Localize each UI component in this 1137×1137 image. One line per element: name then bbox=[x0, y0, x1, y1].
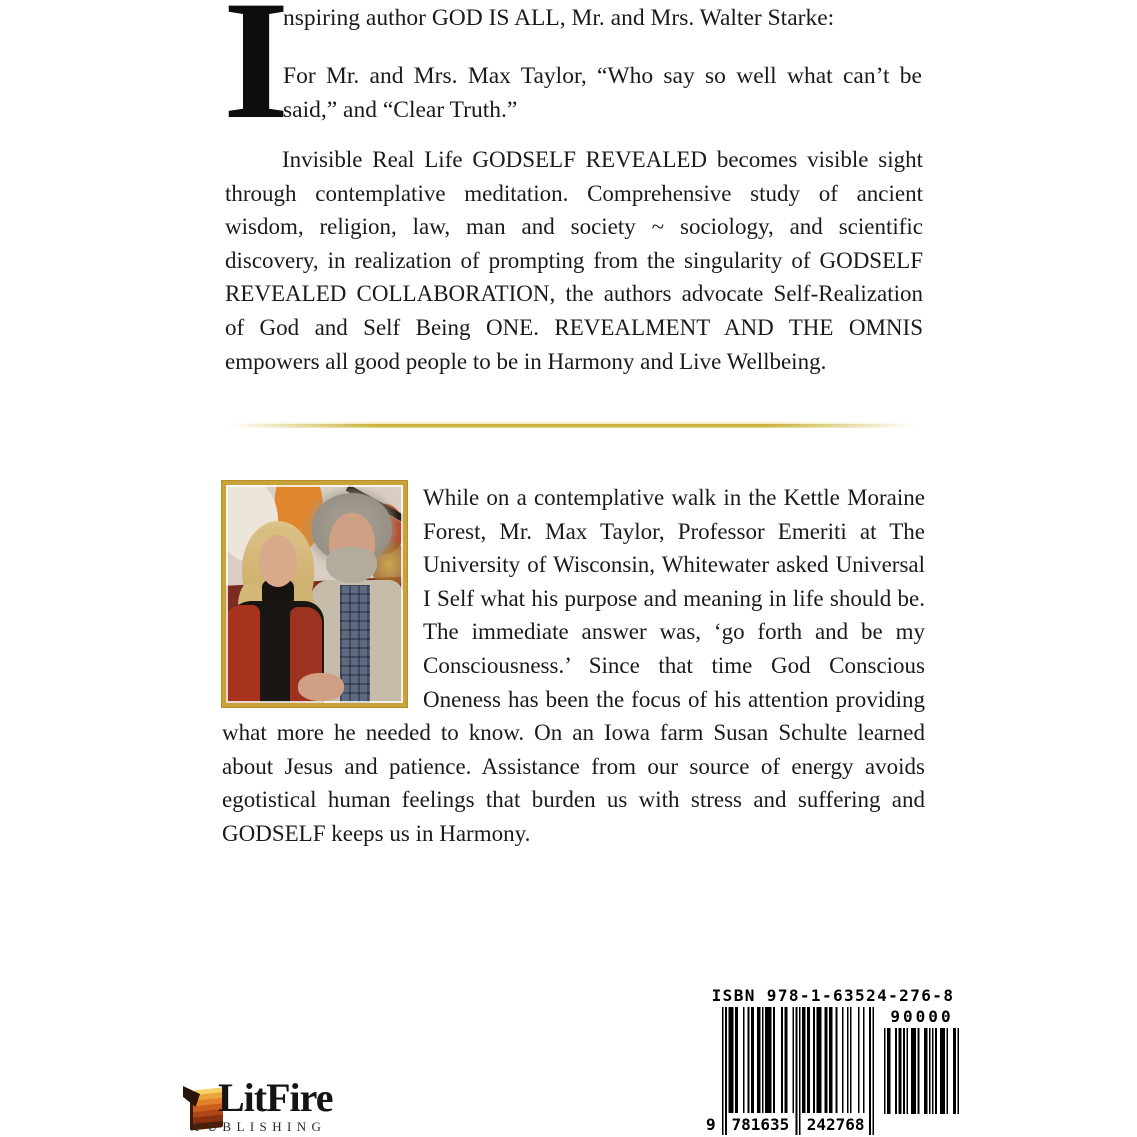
man-plaid-shirt bbox=[340, 585, 370, 703]
isbn-barcode-block bbox=[700, 983, 966, 1137]
about-authors-section bbox=[222, 481, 925, 851]
authors-photo-scene bbox=[226, 485, 403, 703]
about-authors-paragraph: While on a contemplative walk in the Kettle Moraine Forest, Mr. Max Taylor, Professor Emeriti at The University of Wisconsin, Whitewater asked Universal I Self what his purpose and meaning in life should be. The immediate answer was, ‘go forth and be my Consciousness.’ Since that time God Conscious Oneness has been the focus of his attention providing what more he needed to know. On an Iowa farm Susan Schulte learned about Jesus and patience. Assistance from our source of energy avoids egotistical human feelings that burden us with stress and suffering and GODSELF keeps us in Harmony. bbox=[222, 485, 925, 846]
publisher-logo bbox=[182, 1075, 352, 1137]
barcode-digits-right: 242768 bbox=[802, 1113, 869, 1135]
gold-section-divider bbox=[228, 422, 916, 428]
intro-section bbox=[223, 0, 922, 154]
man-beard bbox=[326, 547, 377, 583]
woman-face bbox=[259, 535, 297, 587]
barcode-digit-prefix: 9 bbox=[706, 1113, 721, 1135]
synopsis-paragraph: Invisible Real Life GODSELF REVEALED becomes visible sight through contemplative meditation. Comprehensive study of ancient wisdom, religion, law, man and society ~ sociology, and scientific discovery, in realization of prompting from the singularity of GODSELF REVEALED COLLABORATION, the authors advocate Self-Realization of God and Self Being ONE. REVEALMENT AND THE OMNIS empowers all good people to be in Harmony and Live Wellbeing. bbox=[225, 147, 923, 374]
intro-quote: For Mr. and Mrs. Max Taylor, “Who say so well what can’t be said,” and “Clear Truth.” bbox=[283, 63, 922, 123]
supplement-label: 90000 bbox=[890, 1007, 954, 1026]
isbn-label: ISBN 978-1-63524-276-8 bbox=[711, 986, 955, 1005]
ean13-barcode bbox=[706, 1007, 874, 1135]
barcode-digits-left: 781635 bbox=[727, 1113, 794, 1135]
ean5-supplement-barcode bbox=[884, 1007, 960, 1135]
intro-opening-line: nspiring author GOD IS ALL, Mr. and Mrs. Walter Starke: bbox=[283, 5, 835, 31]
woman-red-vest-left bbox=[224, 605, 260, 703]
publisher-tagline: PUBLISHING bbox=[195, 1119, 327, 1134]
authors-photo bbox=[222, 481, 407, 707]
drop-cap: I bbox=[223, 0, 288, 154]
clasped-hands bbox=[298, 673, 344, 701]
supplement-bars bbox=[884, 1028, 959, 1114]
publisher-name: LitFire bbox=[218, 1075, 333, 1120]
